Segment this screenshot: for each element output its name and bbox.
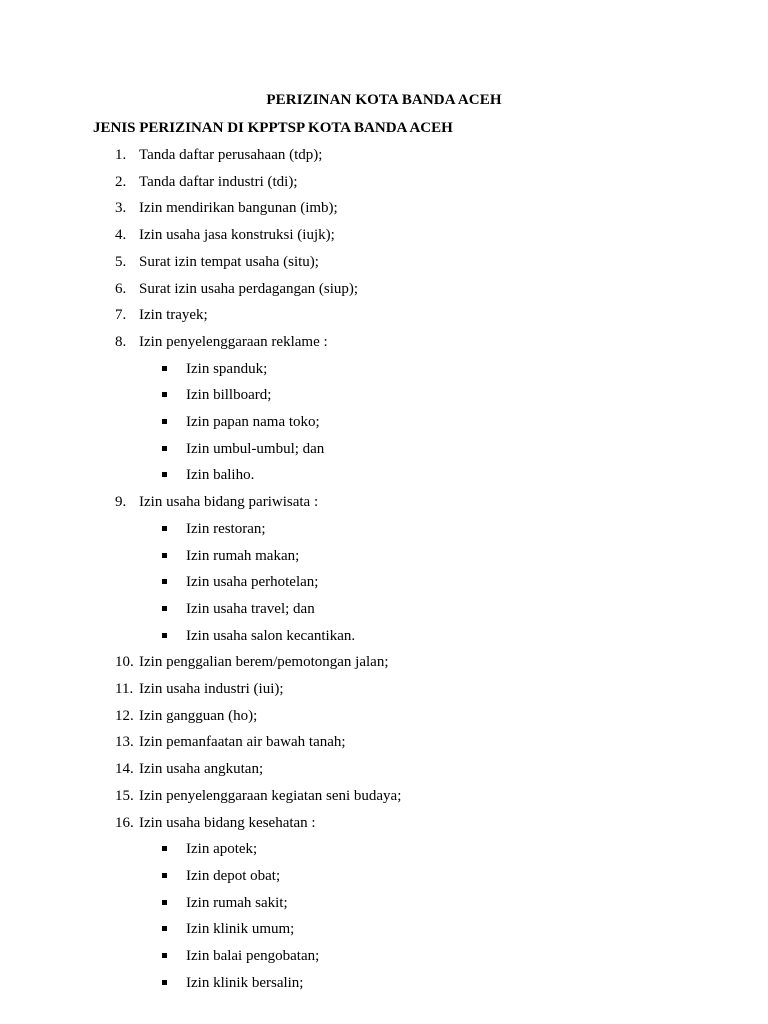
square-bullet-icon <box>162 633 167 638</box>
list-item-number: 14. <box>115 761 134 778</box>
sub-list-item-text: Izin restoran; <box>186 520 266 537</box>
sub-list-item-text: Izin usaha perhotelan; <box>186 574 319 591</box>
sub-list-item <box>0 385 768 405</box>
list-item <box>0 332 768 352</box>
list-item-text: Izin mendirikan bangunan (imb); <box>139 200 338 217</box>
list-item-text: Izin pemanfaatan air bawah tanah; <box>139 734 346 751</box>
list-item-text: Izin usaha angkutan; <box>139 761 264 778</box>
list-item-text: Tanda daftar industri (tdi); <box>139 173 298 190</box>
list-item-text: Izin gangguan (ho); <box>139 707 258 724</box>
list-item-number: 8. <box>115 333 127 350</box>
sub-list-item-text: Izin balai pengobatan; <box>186 948 320 964</box>
list-item-number: 12. <box>115 707 134 724</box>
list-item <box>0 679 768 699</box>
sub-list-item-text: Izin rumah sakit; <box>186 894 288 911</box>
square-bullet-icon <box>162 606 167 611</box>
square-bullet-icon <box>162 579 167 584</box>
square-bullet-icon <box>162 419 167 424</box>
square-bullet-icon <box>162 553 167 558</box>
square-bullet-icon <box>162 980 167 985</box>
list-item-text: Tanda daftar perusahaan (tdp); <box>139 147 323 163</box>
list-item <box>0 252 768 272</box>
sub-list-item <box>0 839 768 859</box>
list-item <box>0 652 768 672</box>
list-item <box>0 225 768 245</box>
sub-list-item <box>0 439 768 459</box>
square-bullet-icon <box>162 392 167 397</box>
list-item-number: 11. <box>115 681 134 697</box>
list-item-text: Surat izin tempat usaha (situ); <box>139 253 319 270</box>
sub-list-item <box>0 946 768 966</box>
sub-list-item-text: Izin usaha travel; dan <box>186 600 315 617</box>
square-bullet-icon <box>162 366 167 371</box>
sub-list-item <box>0 519 768 539</box>
sub-list-item <box>0 866 768 886</box>
list-item-text: Izin usaha bidang pariwisata : <box>139 494 319 511</box>
page-title: PERIZINAN KOTA BANDA ACEH <box>266 92 502 108</box>
sub-list-item <box>0 626 768 646</box>
list-item-text: Izin penyelenggaraan kegiatan seni budaya; <box>139 787 402 804</box>
sub-list-item <box>0 546 768 566</box>
list-item <box>0 279 768 299</box>
sub-list-item-text: Izin baliho. <box>186 467 255 484</box>
list-item-text: Izin usaha industri (iui); <box>139 681 284 697</box>
square-bullet-icon <box>162 926 167 931</box>
square-bullet-icon <box>162 900 167 905</box>
list-item-number: 4. <box>115 227 127 244</box>
list-item-text: Izin usaha jasa konstruksi (iujk); <box>139 227 335 244</box>
list-item-text: Izin trayek; <box>139 307 208 324</box>
sub-list-item <box>0 359 768 379</box>
sub-list-item-text: Izin papan nama toko; <box>186 414 320 430</box>
list-item-text: Izin penggalian berem/pemotongan jalan; <box>139 654 389 671</box>
list-item <box>0 786 768 806</box>
sub-list-item-text: Izin umbul-umbul; dan <box>186 440 325 457</box>
square-bullet-icon <box>162 526 167 531</box>
sub-list-item-text: Izin rumah makan; <box>186 547 300 564</box>
list-item <box>0 732 768 752</box>
list-item-number: 15. <box>115 787 134 804</box>
list-item-number: 3. <box>115 200 127 217</box>
list-item-number: 6. <box>115 280 127 297</box>
list-item-text: Izin penyelenggaraan reklame : <box>139 333 328 350</box>
list-item-number: 2. <box>115 173 127 190</box>
sub-list-item-text: Izin billboard; <box>186 387 272 404</box>
list-item <box>0 305 768 325</box>
sub-list-item-text: Izin spanduk; <box>186 360 268 377</box>
sub-list-item <box>0 599 768 619</box>
list-item-number: 16. <box>115 814 134 831</box>
list-item <box>0 172 768 192</box>
list-item-number: 1. <box>115 147 127 163</box>
section-heading: JENIS PERIZINAN DI KPPTSP KOTA BANDA ACEH <box>93 120 453 136</box>
sub-list-item-text: Izin klinik umum; <box>186 921 295 938</box>
sub-list-item <box>0 412 768 432</box>
square-bullet-icon <box>162 873 167 878</box>
square-bullet-icon <box>162 446 167 451</box>
list-item-number: 10. <box>115 654 134 671</box>
sub-list-item-text: Izin apotek; <box>186 841 258 858</box>
list-item <box>0 813 768 833</box>
list-item <box>0 145 768 165</box>
list-item-number: 7. <box>115 307 127 324</box>
square-bullet-icon <box>162 953 167 958</box>
list-item-number: 9. <box>115 494 127 511</box>
list-item-text: Surat izin usaha perdagangan (siup); <box>139 280 359 297</box>
list-item <box>0 706 768 726</box>
sub-list-item <box>0 973 768 993</box>
list-item <box>0 492 768 512</box>
sub-list-item <box>0 919 768 939</box>
list-item-number: 5. <box>115 253 127 270</box>
list-item-number: 13. <box>115 734 134 751</box>
list-item <box>0 198 768 218</box>
sub-list-item <box>0 572 768 592</box>
list-item <box>0 759 768 779</box>
sub-list-item <box>0 465 768 485</box>
list-item-text: Izin usaha bidang kesehatan : <box>139 814 316 831</box>
sub-list-item-text: Izin depot obat; <box>186 867 281 884</box>
sub-list-item <box>0 893 768 913</box>
sub-list-item-text: Izin klinik bersalin; <box>186 974 304 991</box>
sub-list-item-text: Izin usaha salon kecantikan. <box>186 627 356 644</box>
square-bullet-icon <box>162 472 167 477</box>
square-bullet-icon <box>162 846 167 851</box>
